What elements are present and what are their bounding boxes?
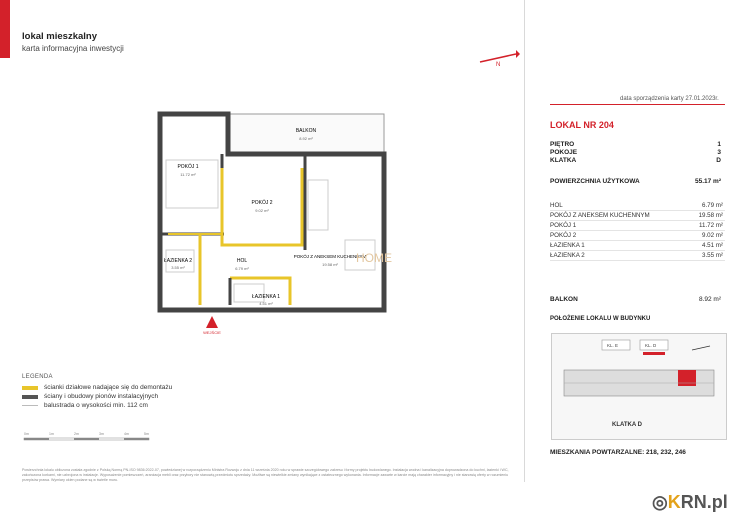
room-name: ŁAZIENKA 1 — [550, 242, 585, 249]
building-location-plan — [551, 333, 727, 440]
footnote-text: Powierzchnia lokalu obliczona została zgodnie z Polską Normą PN-ISO 9836:2022-07, powiedzianej w rozporządzeniu Ministra Rozwoju z dnia 11 września 2020 roku w sprawie szczegółowego zakresu i formy projektu budowlanego. Instalacja wodna i kanalizacyjna doprowadzona do kuchni, łazienki i WC, zakończona korkami, nie uzbrojona w instalacje. Wyposażenie pomieszczeń, aranżacja mebli oraz przybory nie stanowią przedmiotu sprzedaży. Możliwe są niewielkie zmiany wynikające z ostatecznego wykonania. Informacje zawarte w karcie mają charakter informacyjny i nie stanowią oferty w rozumieniu przepisów prawa. Wymiary okien podane są w świetle muru. — [22, 468, 509, 482]
legend-swatch — [22, 405, 38, 406]
plan-watermark: HOME — [356, 251, 392, 265]
lazienka2-area: 3.55 m² — [171, 265, 185, 270]
legend-text: balustrada o wysokości min. 112 cm — [44, 402, 148, 409]
legend-text: ściany i obudowy pionów instalacyjnych — [44, 393, 159, 400]
aneks-area: 19.58 m² — [322, 262, 338, 267]
room-area: 4.51 m² — [702, 242, 723, 249]
page-subtitle: karta informacyjna inwestycji — [22, 44, 124, 53]
building-sketch — [552, 334, 726, 439]
klatka-value: D — [716, 157, 721, 164]
room-area: 6.79 m² — [702, 202, 723, 209]
hol-area: 6.79 m² — [235, 266, 249, 271]
pu-value: 55.17 m² — [694, 178, 721, 185]
legend-swatch — [22, 395, 38, 399]
legend-item — [22, 401, 172, 410]
klatka-d-caption: KLATKA D — [612, 422, 642, 428]
room-area: 9.02 m² — [702, 232, 723, 239]
pietro-value: 1 — [717, 141, 721, 148]
polozenie-title: POŁOŻENIE LOKALU W BUDYNKU — [550, 316, 651, 322]
watermark-prefix: ◎ — [652, 492, 668, 512]
lazienka1-area: 4.51 m² — [259, 301, 273, 306]
page-title: lokal mieszkalny — [22, 31, 97, 42]
legend-item — [22, 392, 172, 401]
scale-tick: 4m — [124, 432, 129, 436]
legend-text: ścianki działowe nadające się do demontażu — [44, 384, 173, 391]
scale-tick: 1m — [49, 432, 54, 436]
balkon-area: 8.92 m² — [299, 136, 313, 141]
scale-bar — [22, 430, 157, 444]
room-row — [550, 221, 725, 231]
pokoj2-area: 9.02 m² — [255, 208, 269, 213]
room-row — [550, 231, 725, 241]
scale-tick: 5m — [144, 432, 149, 436]
watermark-k: K — [667, 492, 681, 512]
brand-bar — [0, 0, 10, 58]
room-row — [550, 201, 725, 211]
legend-list — [22, 383, 172, 410]
svg-text:N: N — [496, 62, 501, 68]
entrance-label: WEJŚCIE — [203, 330, 221, 335]
room-name: ŁAZIENKA 2 — [550, 252, 585, 259]
room-row — [550, 241, 725, 251]
legend-title: LEGENDA — [22, 374, 53, 380]
watermark-rest: RN.pl — [680, 492, 728, 512]
room-name: POKÓJ 2 — [550, 232, 577, 239]
pokoj1-label: POKÓJ 1 — [177, 164, 199, 170]
balkon-label: BALKON — [550, 296, 578, 303]
lazienka2-label: ŁAZIENKA 2 — [163, 258, 193, 264]
room-row — [550, 251, 725, 261]
lokal-number: LOKAL NR 204 — [550, 120, 614, 130]
aneks-label: POKÓJ Z ANEKSEM KUCHENNYM — [293, 254, 367, 259]
balkon-label: BALKON — [295, 128, 317, 134]
lazienka1-label: ŁAZIENKA 1 — [251, 294, 281, 300]
pokoj2-label: POKÓJ 2 — [251, 200, 273, 206]
scale-tick: 2m — [74, 432, 79, 436]
balkon-value: 8.92 m² — [698, 296, 721, 303]
room-name: POKÓJ 1 — [550, 222, 577, 229]
room-name: HOL — [550, 202, 563, 209]
pokoje-value: 3 — [717, 149, 721, 156]
room-area: 3.55 m² — [702, 252, 723, 259]
room-area: 11.72 m² — [699, 222, 723, 229]
date-line: data sporządzenia karty 27.01.2023r. — [620, 96, 719, 102]
pu-label: POWIERZCHNIA UŻYTKOWA — [550, 178, 640, 185]
hol-label: HOL — [236, 258, 248, 264]
room-name: POKÓJ Z ANEKSEM KUCHENNYM — [550, 212, 650, 219]
red-divider — [550, 104, 725, 105]
pokoj1-area: 11.72 m² — [180, 172, 196, 177]
klatka-label: KLATKA — [550, 157, 577, 164]
room-row — [550, 211, 725, 221]
scale-tick: 3m — [99, 432, 104, 436]
powtarzalne-text: MIESZKANIA POWTARZALNE: 218, 232, 246 — [550, 449, 686, 456]
kl-e-label: KL. E — [607, 343, 619, 348]
scale-tick: 0m — [24, 432, 29, 436]
krn-watermark — [652, 492, 728, 513]
pietro-label: PIĘTRO — [550, 141, 575, 148]
room-area: 19.58 m² — [698, 212, 723, 219]
pokoje-label: POKOJE — [550, 149, 578, 156]
legend-swatch — [22, 386, 38, 390]
north-arrow-icon — [478, 48, 522, 68]
floor-plan — [130, 100, 400, 335]
kl-d-label: KL. D — [645, 343, 657, 348]
legend-item — [22, 383, 172, 392]
column-divider — [524, 0, 525, 482]
